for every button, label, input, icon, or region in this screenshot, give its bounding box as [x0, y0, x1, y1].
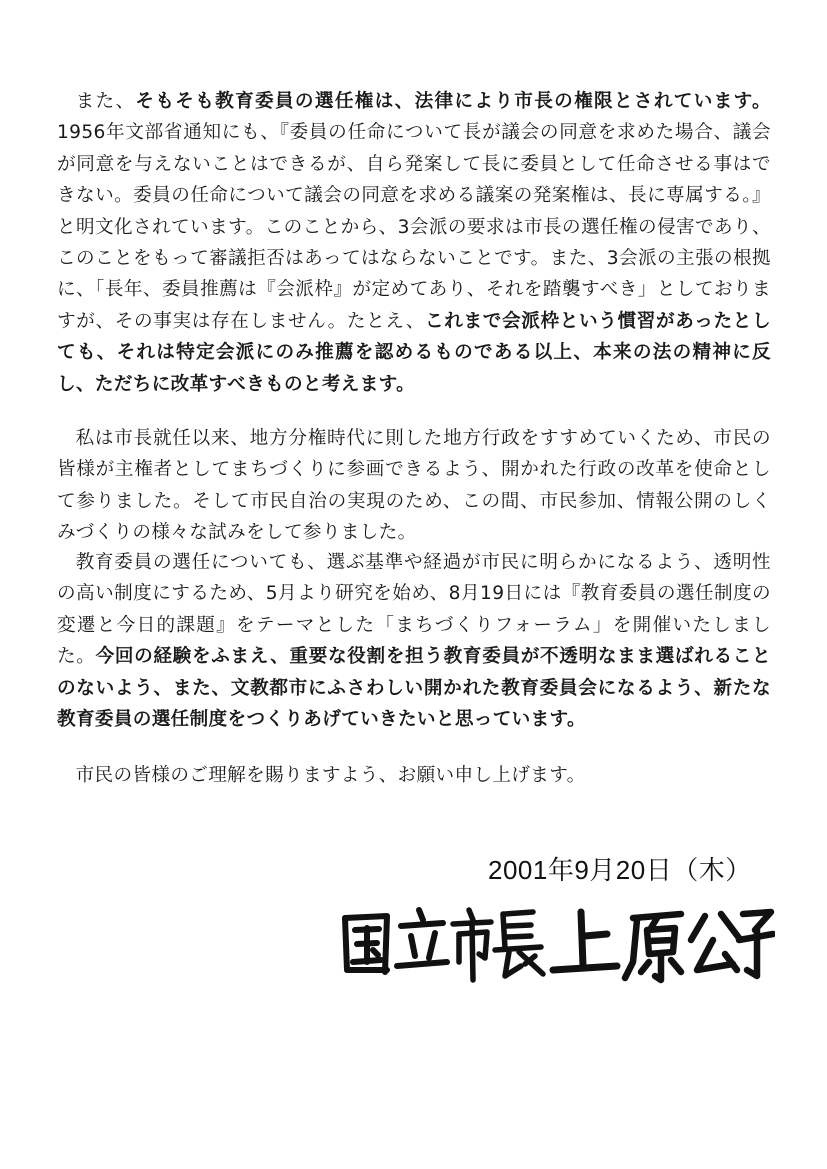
paragraph-3-text: 教育委員の選任についても、選ぶ基準や経過が市民に明らかになるよう、透明性の高い制度にするため、5月より研究を始め、8月19日には『教育委員の選任制度の変遷と今日的課題』をテーマとした「まちづくりフォーラム」を開催いたしました。	[57, 552, 771, 668]
paragraph-1-text-b: 1956年文部省通知にも、『委員の任命について長が議会の同意を求めた場合、議会が同意を与えないことはできるが、自ら発案して長に委員として任命させる事はできない。委員の任命について議会の同意を求める議案の発案権は、長に専属する。』と明文化されています。このことから、3会派の要求は市長の選任権の侵害であり、このことをもって審議拒否はあってはならないことです。また、3会派の主張の根拠に、「長年、委員推薦は『会派枠』が定めてあり、それを踏襲すべき」としておりますが、その事実は存在しません。たとえ、	[57, 122, 771, 332]
paragraph-1-bold-b: これまで会派枠という慣習があったとしても、それは特定会派にのみ推薦を認めるものである以上、本来の法の精神に反し、ただちに改革すべきものと考えます。	[57, 310, 771, 395]
paragraph-1-bold-a: そもそも教育委員の選任権は、法律により市長の権限とされています。	[135, 91, 771, 112]
paragraph-2: 私は市長就任以来、地方分権時代に則した地方行政をすすめていくため、市民の皆様が主権者としてまちづくりに参画できるよう、開かれた行政の改革を使命として参りました。そして市民自治の実現のため、この間、市民参加、情報公開のしくみづくりの様々な試みをして参りました。	[57, 428, 771, 544]
paragraph-3-bold: 今回の経験をふまえ、重要な役割を担う教育委員が不透明なまま選ばれることのないよう、また、文教都市にふさわしい開かれた教育委員会になるよう、新たな教育委員の選任制度をつくりあげていきたいと思っています。	[57, 646, 772, 731]
handwritten-signature	[335, 900, 775, 990]
paragraph-1	[57, 86, 771, 400]
paragraph-1-text-a: また、	[75, 91, 136, 112]
paragraph-4: 市民の皆様のご理解を賜りますよう、お願い申し上げます。	[75, 765, 586, 786]
paragraph-3	[57, 547, 771, 735]
letter-date: 2001年9月20日（木）	[488, 855, 752, 885]
